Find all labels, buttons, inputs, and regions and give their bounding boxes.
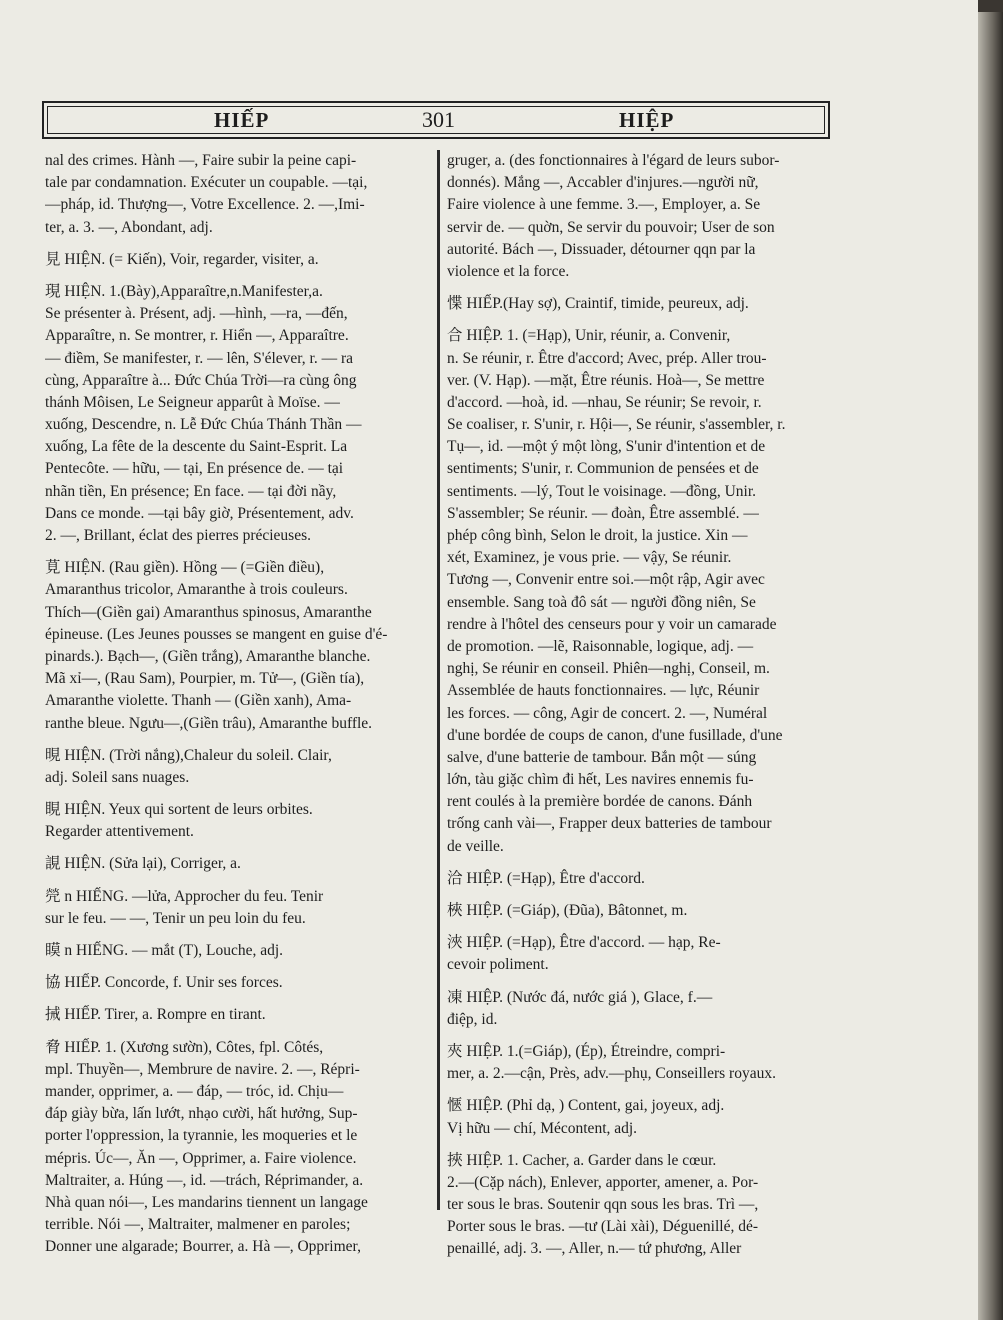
text-line: sentiments. —lý, Tout le voisinage. —đồng, Unir. xyxy=(447,482,757,500)
entry-spacer xyxy=(447,1085,842,1095)
text-line: Maltraiter, a. Húng —, id. —trách, Réprimander, a. xyxy=(45,1171,364,1189)
text-line: cevoir poliment. xyxy=(447,956,549,974)
text-line: 協 HIẾP. Concorde, f. Unir ses forces. xyxy=(45,974,283,992)
text-line: 現 HIỆN. 1.(Bày),Apparaître,n.Manifester,a. xyxy=(45,282,323,300)
text-line: Apparaître, n. Se montrer, r. Hiển —, Apparaître. xyxy=(45,327,349,345)
text-line: 合 HIỆP. 1. (=Hạp), Unir, réunir, a. Convenir, xyxy=(447,327,731,345)
text-line: sentiments; S'unir, r. Communion de pensées et de xyxy=(447,460,759,478)
text-line: gruger, a. (des fonctionnaires à l'égard de leurs subor- xyxy=(447,152,780,169)
text-line: pinards.). Bạch—, (Giền trắng), Amaranthe blanche. xyxy=(45,647,371,665)
text-line: trống canh vài—, Frapper deux batteries de tambour xyxy=(447,815,772,833)
text-line: violence et la force. xyxy=(447,262,570,280)
column-divider xyxy=(437,150,440,1210)
text-line: Donner une algarade; Bourrer, a. Hà —, Opprimer, xyxy=(45,1238,361,1256)
text-line: 睍 HIỆN. Yeux qui sortent de leurs orbites. xyxy=(45,801,313,819)
text-line: 見 HIỆN. (= Kiến), Voir, regarder, visiter, a. xyxy=(45,250,319,268)
text-line: 脅 HIẾP. 1. (Xương sườn), Côtes, fpl. Côtés, xyxy=(45,1038,324,1056)
text-line: — điềm, Se manifester, r. — lên, S'élever, r. — ra xyxy=(45,349,354,367)
entry-spacer xyxy=(447,977,842,987)
text-line: Se présenter à. Présent, adj. —hình, —ra, —đến, xyxy=(45,305,348,323)
entry-spacer xyxy=(45,271,435,281)
text-line: Assemblée de hauts fonctionnaires. — lực, Réunir xyxy=(447,682,760,700)
text-line: S'assembler; Se réunir. — đoàn, Être assemblé. — xyxy=(447,504,759,522)
text-line: phép công bình, Selon le droit, la justice. Xin — xyxy=(447,527,748,544)
entry-spacer xyxy=(45,1027,435,1037)
text-line: thánh Môisen, Le Seigneur apparût à Moïse. — xyxy=(45,393,340,411)
text-line: 挾 HIỆP. 1. Cacher, a. Garder dans le cœur. xyxy=(447,1151,717,1169)
text-line: donnés). Mắng —, Accabler d'injures.—người nữ, xyxy=(447,174,759,192)
text-line: rent coulés à la première bordée de canons. Đánh xyxy=(447,793,753,811)
text-line: n. Se réunir, r. Être d'accord; Avec, prép. Aller trou- xyxy=(447,349,767,367)
text-line: Amaranthe violette. Thanh — (Giền xanh), Ama- xyxy=(45,692,352,710)
text-line: 瞙 n HIẾNG. — mắt (T), Louche, adj. xyxy=(45,942,284,959)
text-line: Thích—(Giền gai) Amaranthus spinosus, Amaranthe xyxy=(45,603,372,621)
text-line: ter, a. 3. —, Abondant, adj. xyxy=(45,218,213,236)
text-line: nhãn tiền, En présence; En face. — tại đời nầy, xyxy=(45,482,337,500)
text-line: rendre à l'hôtel des censeurs pour y voir un camarade xyxy=(447,615,777,633)
text-line: 洽 HIỆP. (=Hạp), Être d'accord. xyxy=(447,869,645,887)
entry-spacer xyxy=(45,876,435,886)
text-line: 𢬿 HIẾP. Tirer, a. Rompre en tirant. xyxy=(45,1006,266,1024)
text-line: d'une bordée de coups de canon, d'une fusillade, d'une xyxy=(447,726,783,744)
text-line: 晛 HIỆN. (Trời nắng),Chaleur du soleil. Clair, xyxy=(45,746,332,764)
text-line: cùng, Apparaître à... Đức Chúa Trời—ra cùng ông xyxy=(45,371,357,389)
entry-spacer xyxy=(45,735,435,745)
entry-spacer xyxy=(45,843,435,853)
text-line: terrible. Nói —, Maltraiter, malmener en paroles; xyxy=(45,1216,351,1234)
text-line: 愜 HIỆP. (Phỉ dạ, ) Content, gai, joyeux, adj. xyxy=(447,1097,725,1115)
text-line: 誢 HIỆN. (Sửa lại), Corriger, a. xyxy=(45,855,241,873)
text-line: mpl. Thuyền—, Membrure de navire. 2. —, Répri- xyxy=(45,1060,360,1078)
text-line: điệp, id. xyxy=(447,1010,498,1028)
text-line: Dans ce monde. —tại bây giờ, Présentement, adv. xyxy=(45,504,354,522)
text-line: servir de. — quờn, Se servir du pouvoir; User de son xyxy=(447,218,775,236)
text-line: Amaranthus tricolor, Amaranthe à trois couleurs. xyxy=(45,581,348,599)
text-line: 凍 HIỆP. (Nước đá, nước giá ), Glace, f.— xyxy=(447,988,713,1006)
text-line: đáp giày bừa, lấn lướt, nhạo cười, hất hưởng, Sup- xyxy=(45,1105,358,1123)
entry-spacer xyxy=(45,547,435,557)
text-line: 莧 HIỆN. (Rau giền). Hồng — (=Giền điều), xyxy=(45,559,325,577)
text-line: Porter sous le bras. —tư (Lài xài), Déguenillé, dé- xyxy=(447,1218,758,1236)
text-line: 梜 HIỆP. (=Giáp), (Đũa), Bâtonnet, m. xyxy=(447,902,688,919)
entry-spacer xyxy=(45,930,435,940)
text-line: adj. Soleil sans nuages. xyxy=(45,768,190,786)
text-line: 2.—(Cặp nách), Enlever, apporter, amener, a. Por- xyxy=(447,1173,759,1191)
text-line: Nhà quan nói—, Les mandarins tiennent un langage xyxy=(45,1193,368,1211)
text-line: xuống, La fête de la descente du Saint-Esprit. La xyxy=(45,438,348,456)
text-line: 夾 HIỆP. 1.(=Giáp), (Ép), Étreindre, compri- xyxy=(447,1042,726,1060)
text-line: ranthe bleue. Ngưu—,(Giền trâu), Amaranthe buffle. xyxy=(45,714,373,732)
text-line: d'accord. —hoà, id. —nhau, Se réunir; Se revoir, r. xyxy=(447,393,762,411)
text-line: Faire violence à une femme. 3.—, Employer, a. Se xyxy=(447,196,761,214)
text-line: épineuse. (Les Jeunes pousses se mangent en guise d'é- xyxy=(45,625,388,643)
text-line: xuống, Descendre, n. Lễ Đức Chúa Thánh Thần — xyxy=(45,416,362,434)
text-line: salve, d'une batterie de tambour. Bắn một — súng xyxy=(447,748,757,766)
entry-spacer xyxy=(45,962,435,972)
entry-spacer xyxy=(447,922,842,932)
text-line: 浹 HIỆP. (=Hạp), Être d'accord. — hạp, Re- xyxy=(447,934,721,952)
text-line: lớn, tàu giặc chìm đi hết, Les navires ennemis fu- xyxy=(447,771,754,789)
page-header xyxy=(42,101,830,139)
left-column xyxy=(45,150,435,1258)
text-line: Regarder attentivement. xyxy=(45,823,194,841)
text-line: Vị hữu — chí, Mécontent, adj. xyxy=(447,1119,638,1137)
text-line: les forces. — công, Agir de concert. 2. —, Numéral xyxy=(447,704,768,722)
entry-spacer xyxy=(447,315,842,325)
text-line: porter l'oppression, la tyrannie, les moqueries et le xyxy=(45,1127,358,1145)
text-line: nal des crimes. Hành —, Faire subir la peine capi- xyxy=(45,152,357,169)
text-line: sur le feu. — —, Tenir un peu loin du feu. xyxy=(45,909,306,927)
text-line: Tụ—, id. —một ý một lòng, S'unir d'intention et de xyxy=(447,438,766,456)
text-line: 2. —, Brillant, éclat des pierres précieuses. xyxy=(45,527,311,544)
entry-spacer xyxy=(447,1031,842,1041)
text-line: nghị, Se réunir en conseil. Phiên—nghị, Conseil, m. xyxy=(447,660,770,678)
left-headword: HIẾP xyxy=(214,108,270,132)
text-line: tale par condamnation. Exécuter un coupable. —tại, xyxy=(45,174,368,192)
text-line: 焭 n HIẾNG. —lửa, Approcher du feu. Tenir xyxy=(45,887,324,905)
entry-spacer xyxy=(447,1140,842,1150)
text-line: Se coaliser, r. S'unir, r. Hội—, Se réunir, s'assembler, r. xyxy=(447,416,786,434)
text-line: de promotion. —lẽ, Raisonnable, logique, adj. — xyxy=(447,637,754,655)
entry-spacer xyxy=(45,239,435,249)
text-line: penaillé, adj. 3. —, Aller, n.— tứ phương, Aller xyxy=(447,1240,742,1258)
entry-spacer xyxy=(447,890,842,900)
text-line: mer, a. 2.—cận, Près, adv.—phụ, Conseillers royaux. xyxy=(447,1065,776,1083)
text-line: Pentecôte. — hữu, — tại, En présence de. — tại xyxy=(45,460,344,478)
text-line: mépris. Úc—, Ăn —, Opprimer, a. Faire violence. xyxy=(45,1149,357,1167)
entry-spacer xyxy=(447,858,842,868)
text-line: ter sous le bras. Soutenir qqn sous les bras. Trì —, xyxy=(447,1196,759,1214)
text-line: de veille. xyxy=(447,837,504,855)
text-line: Tương —, Convenir entre soi.—một rập, Agir avec xyxy=(447,571,765,589)
book-page-edge xyxy=(978,12,1003,1320)
page-number: 301 xyxy=(422,107,455,132)
text-line: xét, Examinez, je vous prie. — vậy, Se réunir. xyxy=(447,549,732,567)
entry-spacer xyxy=(447,283,842,293)
text-line: mander, opprimer, a. — đáp, — tróc, id. Chịu— xyxy=(45,1082,344,1100)
text-line: —pháp, id. Thượng—, Votre Excellence. 2. —,Imi- xyxy=(45,196,365,214)
entry-spacer xyxy=(45,789,435,799)
right-headword: HIỆP xyxy=(619,108,675,132)
text-line: Mã xỉ—, (Rau Sam), Pourpier, m. Tử—, (Giền tía), xyxy=(45,670,365,688)
text-line: 惵 HIẾP.(Hay sợ), Craintif, timide, peureux, adj. xyxy=(447,295,749,313)
text-line: autorité. Bách —, Dissuader, détourner qqn par la xyxy=(447,240,756,258)
entry-spacer xyxy=(45,994,435,1004)
text-line: ver. (V. Hạp). —mặt, Être réunis. Hoà—, Se mettre xyxy=(447,371,765,389)
right-column xyxy=(447,150,842,1261)
text-line: ensemble. Sang toà đô sát — người đồng niên, Se xyxy=(447,593,756,611)
